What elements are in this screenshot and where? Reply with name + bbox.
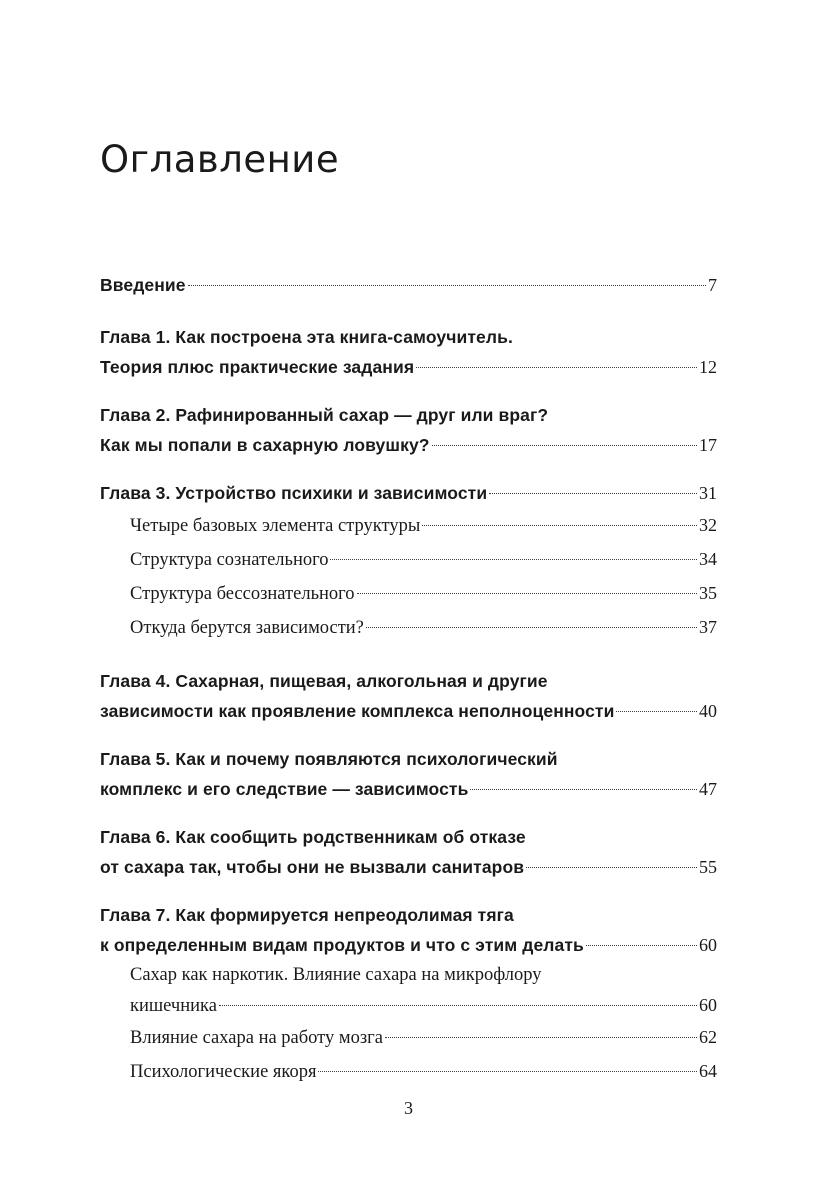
toc-entry-chapter-5[interactable] [100, 744, 717, 804]
toc-entry-label-line2: комплекс и его следствие — зависимость [100, 779, 469, 799]
toc-entry-chapter-4[interactable] [100, 666, 717, 726]
toc-subentry-label: Структура сознательного [130, 550, 329, 570]
toc-entry-label-line2: от сахара так, чтобы они не вызвали санитаров [100, 857, 525, 877]
dot-leader [416, 367, 697, 368]
toc-entry-chapter-7[interactable] [100, 900, 717, 960]
dot-leader [385, 1037, 697, 1038]
toc-entry-label-line2: Как мы попали в сахарную ловушку? [100, 435, 430, 455]
toc-page-number: 60 [699, 935, 717, 955]
toc-subentry[interactable] [100, 610, 717, 644]
dot-leader [188, 285, 706, 286]
dot-leader [318, 1071, 697, 1072]
toc-subentry-label: Психологические якоря [130, 1062, 317, 1082]
toc-page-number: 17 [699, 435, 717, 455]
toc-page-number: 40 [699, 701, 717, 721]
dot-leader [366, 627, 697, 628]
dot-leader [616, 711, 697, 712]
toc-page-number: 32 [699, 515, 717, 535]
dot-leader [470, 789, 697, 790]
toc-entry-label-line1: Глава 4. Сахарная, пищевая, алкогольная и другие [100, 671, 548, 691]
table-of-contents [100, 270, 717, 1088]
toc-entry-label-line1: Глава 6. Как сообщить родственникам об отказе [100, 827, 526, 847]
toc-entry-label-line2: зависимости как проявление комплекса неполноценности [100, 701, 615, 721]
toc-page-number: 62 [699, 1027, 717, 1047]
toc-page-number: 47 [699, 779, 717, 799]
dot-leader [330, 559, 697, 560]
toc-subentry[interactable] [100, 1054, 717, 1088]
dot-leader [357, 593, 697, 594]
toc-subentry-label: Откуда берутся зависимости? [130, 618, 364, 638]
toc-subentry-label-line2: кишечника [130, 996, 217, 1016]
toc-subentry-label-line1: Сахар как наркотик. Влияние сахара на микрофлору [130, 965, 542, 985]
toc-entry-label-line2: Теория плюс практические задания [100, 357, 415, 377]
toc-entry-label-line1: Глава 1. Как построена эта книга-самоучитель. [100, 327, 513, 347]
dot-leader [586, 945, 697, 946]
toc-subentry[interactable] [100, 1020, 717, 1054]
toc-entry-label-line1: Глава 5. Как и почему появляются психологический [100, 749, 558, 769]
toc-entry-chapter-6[interactable] [100, 822, 717, 882]
toc-page-number: 31 [699, 483, 717, 503]
toc-entry-chapter-2[interactable] [100, 400, 717, 460]
toc-entry-chapter-3[interactable] [100, 478, 717, 508]
dot-leader [422, 525, 697, 526]
toc-entry-label-line1: Глава 2. Рафинированный сахар — друг или враг? [100, 405, 549, 425]
toc-entry-label: Глава 3. Устройство психики и зависимости [100, 483, 488, 503]
toc-page-number: 37 [699, 617, 717, 637]
toc-page-number: 35 [699, 583, 717, 603]
toc-page-number: 55 [699, 857, 717, 877]
dot-leader [432, 445, 697, 446]
toc-subentry[interactable] [100, 960, 717, 1020]
dot-leader [526, 867, 697, 868]
toc-subentry[interactable] [100, 508, 717, 542]
toc-entry-chapter-1[interactable] [100, 322, 717, 382]
toc-entry-intro[interactable] [100, 270, 717, 300]
toc-page-number: 64 [699, 1061, 717, 1081]
toc-entry-label-line2: к определенным видам продуктов и что с этим делать [100, 935, 584, 955]
dot-leader [219, 1005, 697, 1006]
dot-leader [489, 493, 697, 494]
toc-page-number: 7 [708, 275, 717, 295]
toc-subentry-label: Четыре базовых элемента структуры [130, 516, 421, 536]
toc-subentry[interactable] [100, 576, 717, 610]
footer-page-number: 3 [404, 1098, 413, 1118]
toc-subentry-label: Структура бессознательного [130, 584, 355, 604]
toc-page-number: 34 [699, 549, 717, 569]
toc-entry-label: Введение [100, 275, 186, 295]
page-title: Оглавление [100, 138, 340, 181]
toc-subentry[interactable] [100, 542, 717, 576]
toc-subentry-label: Влияние сахара на работу мозга [130, 1028, 383, 1048]
toc-page-number: 60 [699, 995, 717, 1015]
toc-page-number: 12 [699, 357, 717, 377]
toc-entry-label-line1: Глава 7. Как формируется непреодолимая тяга [100, 905, 514, 925]
